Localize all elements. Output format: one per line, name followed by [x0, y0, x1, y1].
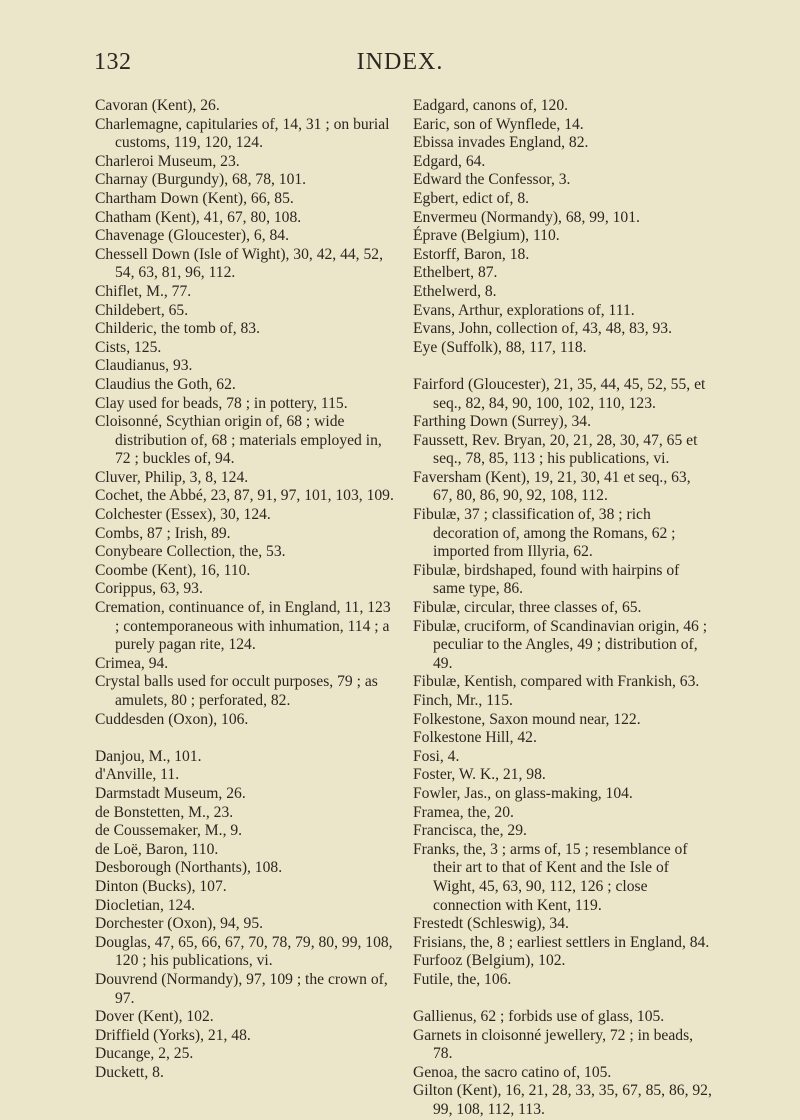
index-entry: Estorff, Baron, 18. [413, 245, 530, 263]
index-entry: Childebert, 65. [95, 301, 189, 319]
index-entry: Genoa, the sacro catino of, 105. [413, 1063, 612, 1081]
index-entry: Fibulæ, cruciform, of Scandinavian origin, 46 ; peculiar to the Angles, 49 ; distribution of, 49. [413, 617, 708, 672]
index-entry: Futile, the, 106. [413, 970, 512, 988]
index-entry: Framea, the, 20. [413, 803, 514, 821]
index-entry: Ebissa invades England, 82. [413, 134, 589, 152]
index-entry: de Coussemaker, M., 9. [95, 822, 243, 840]
index-entry: Frisians, the, 8 ; earliest settlers in England, 84. [413, 933, 710, 951]
index-entry: Fowler, Jas., on glass-making, 104. [413, 784, 633, 802]
index-entry: Furfooz (Belgium), 102. [413, 952, 566, 970]
index-entry: Danjou, M., 101. [95, 747, 202, 765]
index-entry: Faussett, Rev. Bryan, 20, 21, 28, 30, 47, 65 et seq., 78, 85, 113 ; his publications, vi. [413, 431, 698, 468]
index-entry: Chatham (Kent), 41, 67, 80, 108. [95, 208, 302, 226]
index-entry: Frestedt (Schleswig), 34. [413, 915, 569, 933]
index-entry: Folkestone, Saxon mound near, 122. [413, 710, 641, 728]
index-entry: Franks, the, 3 ; arms of, 15 ; resemblance of their art to that of Kent and the Isle of Wight, 45, 63, 90, 112, 126 ; close connection with Kent, 119. [413, 840, 688, 914]
running-head: INDEX. [356, 49, 444, 75]
index-entry: Eye (Suffolk), 88, 117, 118. [413, 338, 587, 356]
index-entry: Coombe (Kent), 16, 110. [95, 561, 251, 579]
index-entry: Duckett, 8. [95, 1063, 164, 1081]
index-entry: Eadgard, canons of, 120. [413, 97, 569, 114]
index-entry: Cavoran (Kent), 26. [95, 97, 220, 114]
index-entry: Francisca, the, 29. [413, 822, 527, 840]
index-entry: Earic, son of Wynflede, 14. [413, 115, 584, 133]
index-entry: Farthing Down (Surrey), 34. [413, 413, 592, 431]
index-entry: Gilton (Kent), 16, 21, 28, 33, 35, 67, 85, 86, 92, 99, 108, 112, 113. [413, 1082, 712, 1119]
index-entry: d'Anville, 11. [95, 766, 180, 784]
index-entry: Cuddesden (Oxon), 106. [95, 710, 249, 728]
index-entry: de Loë, Baron, 110. [95, 840, 219, 858]
index-entry: Darmstadt Museum, 26. [95, 784, 246, 802]
index-entry: Crimea, 94. [95, 654, 169, 672]
index-entry: Dover (Kent), 102. [95, 1008, 214, 1026]
section-gap [413, 990, 713, 1009]
index-entry: Douglas, 47, 65, 66, 67, 70, 78, 79, 80, 99, 108, 120 ; his publications, vi. [95, 933, 393, 970]
index-entry: Childeric, the tomb of, 83. [95, 320, 261, 338]
index-entry: Edgard, 64. [413, 152, 486, 170]
index-entry: Cists, 125. [95, 338, 162, 356]
index-entry: Folkestone Hill, 42. [413, 729, 537, 747]
index-entry: Cloisonné, Scythian origin of, 68 ; wide distribution of, 68 ; materials employed in, 72 ; buckles of, 94. [95, 413, 382, 468]
index-entry: Claudius the Goth, 62. [95, 375, 236, 393]
index-entry: de Bonstetten, M., 23. [95, 803, 234, 821]
index-entry: Conybeare Collection, the, 53. [95, 543, 286, 561]
index-entry: Cremation, continuance of, in England, 11, 123 ; contemporaneous with inhumation, 114 ; a purely pagan rite, 124. [95, 599, 391, 654]
index-entry: Envermeu (Normandy), 68, 99, 101. [413, 208, 640, 226]
index-entry: Edward the Confessor, 3. [413, 171, 571, 189]
index-entry: Charleroi Museum, 23. [95, 152, 240, 170]
index-entry: Evans, Arthur, explorations of, 111. [413, 301, 635, 319]
index-entry: Ethelwerd, 8. [413, 282, 497, 300]
index-entry: Gallienus, 62 ; forbids use of glass, 105. [413, 1008, 665, 1026]
index-entry: Douvrend (Normandy), 97, 109 ; the crown of, 97. [95, 970, 388, 1007]
index-entry: Combs, 87 ; Irish, 89. [95, 524, 231, 542]
index-entry: Foster, W. K., 21, 98. [413, 766, 546, 784]
index-entry: Dorchester (Oxon), 94, 95. [95, 915, 264, 933]
index-entry: Diocletian, 124. [95, 896, 196, 914]
index-entry: Charnay (Burgundy), 68, 78, 101. [95, 171, 307, 189]
index-entry: Chavenage (Gloucester), 6, 84. [95, 227, 289, 245]
index-entry: Evans, John, collection of, 43, 48, 83, 93. [413, 320, 672, 338]
section-gap [95, 729, 397, 748]
index-entry: Fibulæ, Kentish, compared with Frankish, 63. [413, 673, 700, 691]
index-entry: Fibulæ, 37 ; classification of, 38 ; rich decoration of, among the Romans, 62 ; imported from Illyria, 62. [413, 506, 676, 561]
index-entry: Fairford (Gloucester), 21, 35, 44, 45, 52, 55, et seq., 82, 84, 90, 100, 102, 110, 123. [413, 375, 706, 412]
index-entry: Cochet, the Abbé, 23, 87, 91, 97, 101, 103, 109. [95, 487, 394, 505]
index-entry: Finch, Mr., 115. [413, 692, 513, 709]
index-column-right [413, 97, 713, 1120]
index-entry: Fibulæ, circular, three classes of, 65. [413, 599, 642, 617]
index-entry: Faversham (Kent), 19, 21, 30, 41 et seq., 63, 67, 80, 86, 90, 92, 108, 112. [413, 468, 691, 505]
index-entry: Egbert, edict of, 8. [413, 189, 530, 207]
page-number: 132 [94, 49, 132, 75]
index-entry: Desborough (Northants), 108. [95, 859, 283, 877]
index-entry: Driffield (Yorks), 21, 48. [95, 1026, 251, 1044]
index-entry: Garnets in cloisonné jewellery, 72 ; in beads, 78. [413, 1026, 694, 1063]
index-entry: Chiflet, M., 77. [95, 282, 192, 300]
index-entry: Dinton (Bucks), 107. [95, 877, 227, 895]
index-entry: Cluver, Philip, 3, 8, 124. [95, 468, 249, 486]
index-entry: Corippus, 63, 93. [95, 580, 203, 598]
index-entry: Fosi, 4. [413, 747, 460, 765]
section-gap [413, 357, 713, 376]
index-entry: Fibulæ, birdshaped, found with hairpins of same type, 86. [413, 561, 680, 598]
index-column-left [95, 97, 397, 1082]
index-entry: Charlemagne, capitularies of, 14, 31 ; on burial customs, 119, 120, 124. [95, 115, 390, 152]
index-entry: Ethelbert, 87. [413, 264, 498, 282]
index-entry: Chessell Down (Isle of Wight), 30, 42, 44, 52, 54, 63, 81, 96, 112. [95, 245, 383, 282]
index-entry: Clay used for beads, 78 ; in pottery, 115. [95, 394, 348, 412]
index-entry: Crystal balls used for occult purposes, 79 ; as amulets, 80 ; perforated, 82. [95, 673, 378, 709]
index-entry: Éprave (Belgium), 110. [413, 227, 560, 245]
index-entry: Colchester (Essex), 30, 124. [95, 506, 271, 524]
index-entry: Ducange, 2, 25. [95, 1045, 194, 1063]
index-entry: Claudianus, 93. [95, 357, 193, 375]
index-entry: Chartham Down (Kent), 66, 85. [95, 189, 294, 207]
